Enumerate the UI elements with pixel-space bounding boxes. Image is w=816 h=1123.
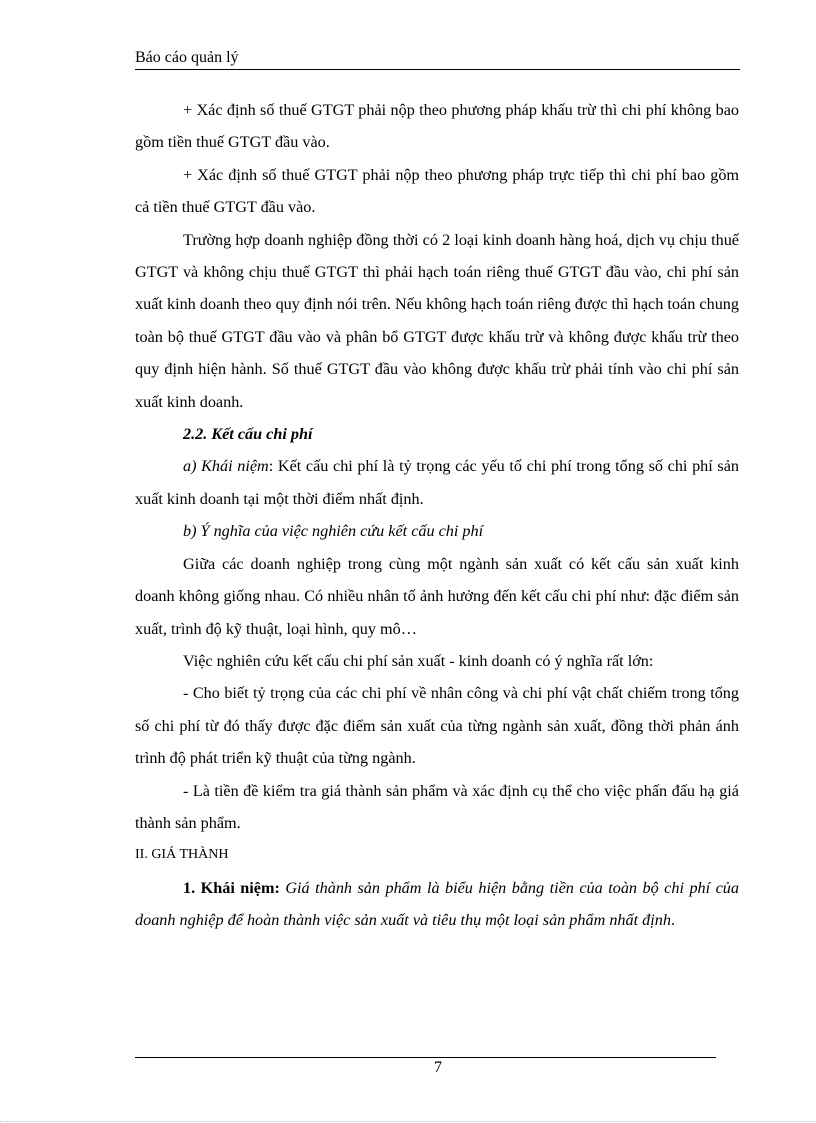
- paragraph-proportion: - Cho biết tỷ trọng của các chi phí về nhân công và chi phí vật chất chiếm trong tổng số chi phí từ đó thấy được đặc điểm sản xuất của từng ngành sản xuất, đồng thời phản ánh trình độ phát triển kỹ thuật của từng ngành.: [135, 684, 739, 768]
- paragraph-industry-structure: Giữa các doanh nghiệp trong cùng một ngành sản xuất có kết cấu sản xuất kinh doanh không giống nhau. Có nhiều nhân tố ảnh hưởng đến kết cấu chi phí như: đặc điểm sản xuất, trình độ kỹ thuật, loại hình, quy mô…: [135, 554, 739, 638]
- paragraph-significance-heading: b) Ý nghĩa của việc nghiên cứu kết cấu chi phí: [183, 522, 484, 541]
- paragraph-price-concept: [135, 872, 739, 937]
- page-number: 7: [434, 1059, 442, 1076]
- price-concept-end: .: [670, 911, 675, 930]
- concept-label: a) Khái niệm: [183, 457, 269, 476]
- concept-text: : Kết cấu chi phí là tỷ trọng các yếu tố chi phí trong tổng số chi phí sản xuất kinh doanh tại một thời điểm nhất định.: [135, 457, 739, 508]
- header-title: Báo cáo quản lý: [135, 49, 239, 66]
- price-concept-text: Giá thành sản phẩm là biểu hiện bằng tiền của toàn bộ chi phí của doanh nghiệp để hoàn thành việc sản xuất và tiêu thụ một loại sản phẩm nhất định: [135, 878, 739, 930]
- paragraph-mixed-business: Trường hợp doanh nghiệp đồng thời có 2 loại kinh doanh hàng hoá, dịch vụ chịu thuế GTGT và không chịu thuế GTGT thì phải hạch toán riêng thuế GTGT đầu vào, chi phí sản xuất kinh doanh theo quy định nói trên. Nếu không hạch toán riêng được thì hạch toán chung toàn bộ thuế GTGT đầu vào và phân bổ GTGT được khấu trừ và không được khấu trừ theo quy định hiện hành. Số thuế GTGT đầu vào không được khấu trừ phải tính vào chi phí sản xuất kinh doanh.: [135, 230, 739, 411]
- section-heading-price: II. GIÁ THÀNH: [135, 847, 229, 863]
- page-body: [135, 94, 739, 937]
- subheading-cost-structure: 2.2. Kết cấu chi phí: [183, 425, 313, 444]
- page-bottom-edge: [0, 1121, 816, 1122]
- page-header: [135, 47, 740, 70]
- paragraph-premise: - Là tiền đề kiểm tra giá thành sản phẩm và xác định cụ thể cho việc phấn đấu hạ giá thành sản phẩm.: [135, 781, 739, 832]
- paragraph-deduction-method: + Xác định số thuế GTGT phải nộp theo phương pháp khấu trừ thì chi phí không bao gồm tiền thuế GTGT đầu vào.: [135, 101, 739, 152]
- price-concept-label: 1. Khái niệm:: [183, 878, 280, 897]
- paragraph-research-significance: Việc nghiên cứu kết cấu chi phí sản xuất - kinh doanh có ý nghĩa rất lớn:: [183, 651, 654, 670]
- paragraph-direct-method: + Xác định số thuế GTGT phải nộp theo phương pháp trực tiếp thì chi phí bao gồm cả tiền thuế GTGT đầu vào.: [135, 165, 739, 217]
- paragraph-concept: [135, 450, 739, 515]
